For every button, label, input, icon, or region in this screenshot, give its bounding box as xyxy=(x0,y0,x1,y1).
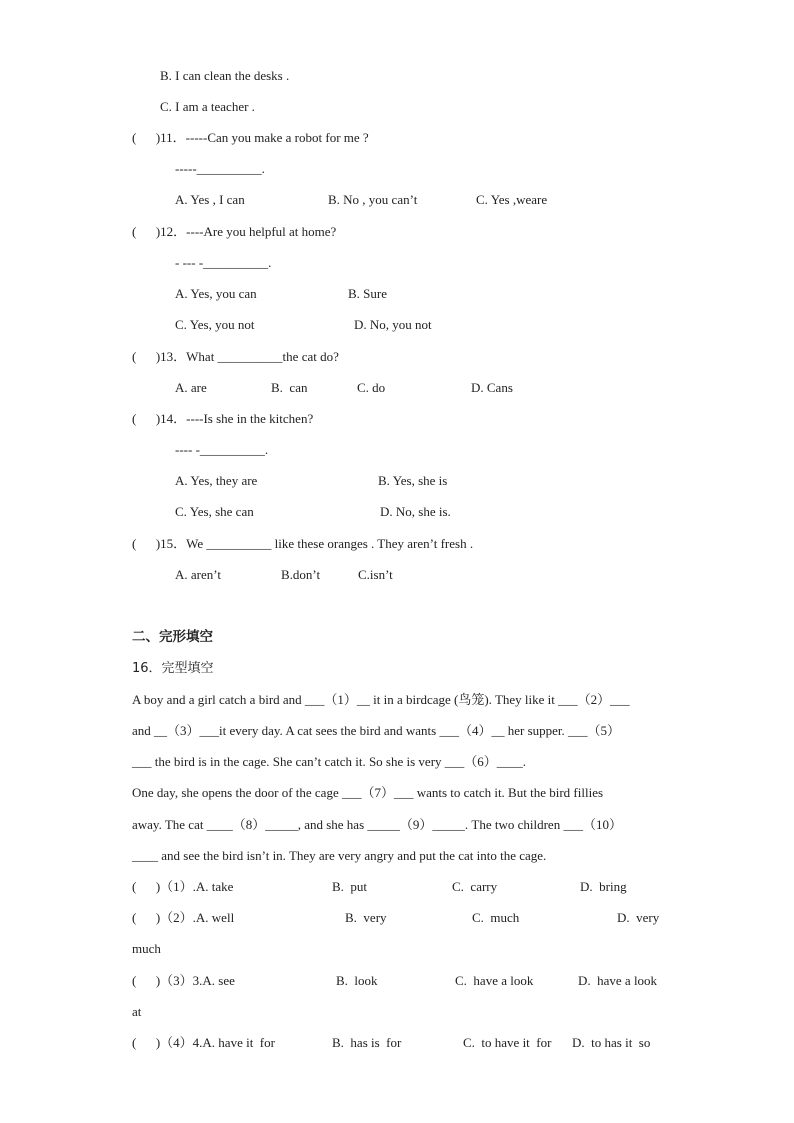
q12-answer-blank: - --- -__________. xyxy=(175,255,272,270)
passage-line: One day, she opens the door of the cage ___（7）___ wants to catch it. But the bird fillies xyxy=(132,785,604,800)
q11-option-a: A. Yes , I can xyxy=(175,192,245,207)
cloze-3-option-d: D. have a look xyxy=(578,973,658,988)
passage-line: ___ the bird is in the cage. She can’t catch it. So she is very ___（6）____. xyxy=(132,754,527,769)
q13-option-a: A. are xyxy=(175,380,207,395)
q15-option-a: A. aren’t xyxy=(175,567,221,582)
q11-answer-blank: -----__________. xyxy=(175,161,265,176)
cloze-2-stem: ( )（2）.A. well xyxy=(132,910,235,925)
q13-option-b: B. can xyxy=(271,380,308,395)
q10-option-c: C. I am a teacher . xyxy=(160,99,255,114)
q15-option-b: B.don’t xyxy=(281,567,321,582)
q12-option-a: A. Yes, you can xyxy=(175,286,257,301)
cloze-2-option-d-wrap: much xyxy=(132,941,161,956)
cloze-1-stem: ( )（1）.A. take xyxy=(132,879,234,894)
q12-stem: ( )12．----Are you helpful at home? xyxy=(132,224,337,239)
q12-option-b: B. Sure xyxy=(348,286,387,301)
cloze-1-option-b: B. put xyxy=(332,879,368,894)
cloze-4-stem: ( )（4）4.A. have it for xyxy=(132,1035,275,1050)
q14-option-d: D. No, she is. xyxy=(380,504,451,519)
q15-stem: ( )15．We __________ like these oranges . They aren’t fresh . xyxy=(132,536,474,551)
q13-option-d: D. Cans xyxy=(471,380,513,395)
passage-line: away. The cat ____（8）_____, and she has _____（9）_____. The two children ___（10） xyxy=(132,817,622,832)
cloze-3-stem: ( )（3）3.A. see xyxy=(132,973,235,988)
q14-stem: ( )14．----Is she in the kitchen? xyxy=(132,411,314,426)
q10-option-b: B. I can clean the desks . xyxy=(160,68,290,83)
q12-option-c: C. Yes, you not xyxy=(175,317,255,332)
cloze-2-option-c: C. much xyxy=(472,910,520,925)
cloze-3-option-c: C. have a look xyxy=(455,973,534,988)
cloze-3-option-d-wrap: at xyxy=(132,1004,142,1019)
q11-option-b: B. No , you can’t xyxy=(328,192,418,207)
section-title: 二、完形填空 xyxy=(132,629,213,645)
q15-option-c: C.isn’t xyxy=(358,567,393,582)
q11-option-c: C. Yes ,weare xyxy=(476,192,548,207)
cloze-4-option-d: D. to has it so xyxy=(572,1035,651,1050)
q11-stem: ( )11．-----Can you make a robot for me ? xyxy=(132,130,369,145)
q12-option-d: D. No, you not xyxy=(354,317,432,332)
passage-line: ____ and see the bird isn’t in. They are very angry and put the cat into the cage. xyxy=(132,848,547,863)
cloze-2-option-d: D. very xyxy=(617,910,660,925)
q14-answer-blank: ---- -__________. xyxy=(175,442,269,457)
q13-stem: ( )13．What __________the cat do? xyxy=(132,349,339,364)
passage-line: and __（3）___it every day. A cat sees the bird and wants ___（4）__ her supper. ___（5） xyxy=(132,723,621,738)
cloze-4-option-c: C. to have it for xyxy=(463,1035,552,1050)
cloze-3-option-b: B. look xyxy=(336,973,378,988)
passage-line: A boy and a girl catch a bird and ___（1）__ it in a birdcage (鸟笼). They like it ___（2）___ xyxy=(132,692,630,707)
q13-option-c: C. do xyxy=(357,380,386,395)
q14-option-a: A. Yes, they are xyxy=(175,473,258,488)
question-16-title: 16．完型填空 xyxy=(132,661,214,676)
cloze-4-option-b: B. has is for xyxy=(332,1035,402,1050)
cloze-1-option-d: D. bring xyxy=(580,879,627,894)
q14-option-c: C. Yes, she can xyxy=(175,504,254,519)
q14-option-b: B. Yes, she is xyxy=(378,473,448,488)
cloze-2-option-b: B. very xyxy=(345,910,387,925)
cloze-1-option-c: C. carry xyxy=(452,879,498,894)
